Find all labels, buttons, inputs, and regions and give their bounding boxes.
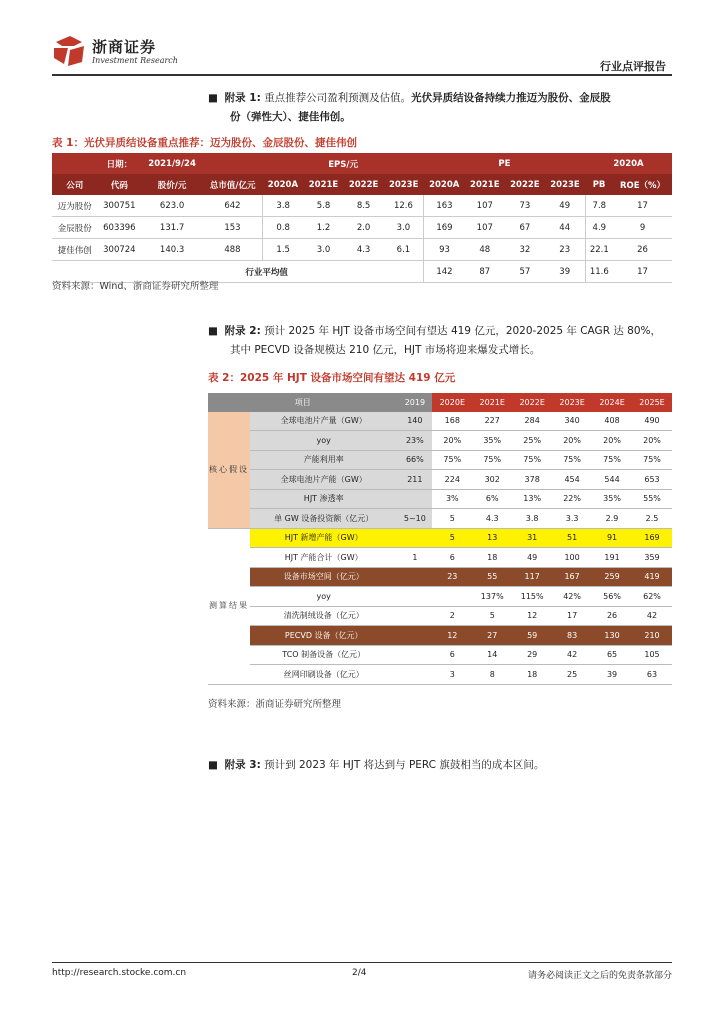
table-cell: 140 [397, 412, 432, 431]
group-2020a: 2020A [585, 153, 672, 174]
table-cell: 8 [472, 665, 512, 685]
table-cell: 454 [552, 470, 592, 490]
table-cell: 6.1 [384, 239, 424, 261]
table-row [208, 626, 672, 646]
table-2-source: 资料来源：浙商证券研究所整理 [208, 699, 342, 710]
row-label: 全球电池片产能（GW） [250, 470, 397, 490]
table-cell: 142 [424, 261, 465, 283]
table-cell: 1 [397, 548, 432, 568]
table-row [208, 450, 672, 470]
appendix-3 [208, 754, 544, 776]
table-cell: 18 [472, 548, 512, 568]
col-header: 2019 [397, 393, 432, 412]
row-label: PECVD 设备（亿元） [250, 626, 397, 646]
appendix-2-line2: 其中 PECVD 设备规模达 210 亿元，HJT 市场将迎来爆发式增长。 [230, 344, 541, 356]
table-cell: 91 [592, 528, 632, 548]
table-cell: 167 [552, 567, 592, 587]
table-row [208, 509, 672, 529]
table-row [208, 431, 672, 451]
table-cell: 12.6 [384, 195, 424, 217]
appendix-2-line1: 预计 2025 年 HJT 设备市场空间有望达 419 亿元，2020-2025 年 CAGR 达 80%， [264, 325, 662, 337]
table-cell: 408 [592, 412, 632, 431]
row-label: 全球电池片产量（GW） [250, 412, 397, 431]
group-pe: PE [424, 153, 585, 174]
table-row [208, 470, 672, 490]
table-cell: 340 [552, 412, 592, 431]
table-row [208, 548, 672, 568]
table-cell: 42% [552, 587, 592, 607]
table-cell [397, 567, 432, 587]
table-cell: 5~10 [397, 509, 432, 529]
table-cell: 284 [512, 412, 552, 431]
date-label: 日期： [98, 153, 142, 174]
table-cell: 83 [552, 626, 592, 646]
table-cell: 3.0 [384, 217, 424, 239]
footer-divider [52, 962, 672, 963]
table-1-source: 资料来源：Wind、浙商证券研究所整理 [52, 281, 219, 292]
table-cell: 419 [632, 567, 672, 587]
table-cell: 191 [592, 548, 632, 568]
table-1 [52, 153, 672, 283]
table-cell: 9 [613, 217, 672, 239]
table-cell: 75% [552, 450, 592, 470]
table-cell [397, 489, 432, 509]
table-cell [397, 606, 432, 626]
table-1-caption: 表 1：光伏异质结设备重点推荐：迈为股份、金辰股份、捷佳伟创 [52, 137, 357, 149]
table-cell: 29 [512, 645, 552, 665]
bullet-icon: ■ [208, 325, 218, 337]
col-header: 总市值/亿元 [203, 174, 262, 195]
table-cell: 18 [512, 665, 552, 685]
table-cell: 51 [552, 528, 592, 548]
table-cell: 22.1 [585, 239, 613, 261]
table-cell: 211 [397, 470, 432, 490]
table-row [208, 528, 672, 548]
table-cell: 3.0 [303, 239, 343, 261]
table-cell: 163 [424, 195, 465, 217]
table-cell: 3% [432, 489, 472, 509]
table-cell: 56% [592, 587, 632, 607]
col-header: 2023E [545, 174, 585, 195]
col-header: 2020E [432, 393, 472, 412]
table-row [208, 412, 672, 431]
table-cell: 73 [505, 195, 545, 217]
table-cell: 12 [512, 606, 552, 626]
table-2-header [208, 393, 672, 412]
table-cell: 59 [512, 626, 552, 646]
table-cell: 63 [632, 665, 672, 685]
table-cell: 2.0 [344, 217, 384, 239]
row-label: HJT 渗透率 [250, 489, 397, 509]
table-cell: 39 [545, 261, 585, 283]
table-cell: 603396 [98, 217, 142, 239]
table-cell: 65 [592, 645, 632, 665]
table-cell: 14 [472, 645, 512, 665]
table-cell: 4.3 [344, 239, 384, 261]
report-type: 行业点评报告 [600, 60, 666, 73]
col-header: 2022E [344, 174, 384, 195]
col-header: 2021E [472, 393, 512, 412]
table-cell: 100 [552, 548, 592, 568]
footer-url[interactable]: http://research.stocke.com.cn [52, 968, 187, 978]
col-header: PB [585, 174, 613, 195]
table-cell: 31 [512, 528, 552, 548]
table-cell: 75% [512, 450, 552, 470]
col-header: 2020A [424, 174, 465, 195]
table-row [208, 567, 672, 587]
table-cell: 5 [432, 528, 472, 548]
table-row [208, 665, 672, 685]
table-cell: 2.9 [592, 509, 632, 529]
logo-text-cn: 浙商证券 [92, 38, 157, 56]
table-cell: 3 [432, 665, 472, 685]
table-cell: 55 [472, 567, 512, 587]
table-cell: 3.8 [262, 195, 303, 217]
table-cell [397, 626, 432, 646]
table-cell: 13 [472, 528, 512, 548]
table-cell: 迈为股份 [52, 195, 98, 217]
table-row [52, 217, 672, 239]
table-cell: 93 [424, 239, 465, 261]
row-label: 单 GW 设备投资额（亿元） [250, 509, 397, 529]
table-cell: 4.9 [585, 217, 613, 239]
page-number: 2/4 [352, 968, 367, 978]
appendix-1-line2: 份（弹性大）、捷佳伟创。 [230, 111, 351, 123]
table-cell: 17 [552, 606, 592, 626]
table-cell: 107 [465, 195, 505, 217]
table-cell: 5 [432, 509, 472, 529]
logo-emblem-icon [52, 36, 86, 68]
row-label: yoy [250, 431, 397, 451]
table-cell: 5 [472, 606, 512, 626]
table-cell: 140.3 [141, 239, 203, 261]
table-cell [397, 645, 432, 665]
table-cell: 544 [592, 470, 632, 490]
col-header: 2022E [512, 393, 552, 412]
bullet-icon: ■ [208, 759, 218, 771]
table-cell: 22% [552, 489, 592, 509]
table-cell [397, 665, 432, 685]
table-cell: 3.3 [552, 509, 592, 529]
logo-text-en: Investment Research [92, 56, 178, 65]
table-cell: 20% [432, 431, 472, 451]
appendix-2-label: 附录 2: [224, 325, 261, 337]
table-cell: 26 [613, 239, 672, 261]
table-1-header-row-2 [52, 174, 672, 195]
table-cell: 1.2 [303, 217, 343, 239]
table-cell: 13% [512, 489, 552, 509]
table-cell: 137% [472, 587, 512, 607]
table-cell: 227 [472, 412, 512, 431]
table-cell [397, 587, 432, 607]
table-cell: 131.7 [141, 217, 203, 239]
appendix-3-text: 预计到 2023 年 HJT 将达到与 PERC 旗鼓相当的成本区间。 [264, 759, 545, 771]
table-cell: 75% [632, 450, 672, 470]
row-label: 设备市场空间（亿元） [250, 567, 397, 587]
table-cell: 75% [592, 450, 632, 470]
footer-disclaimer: 请务必阅读正文之后的免责条款部分 [527, 971, 672, 981]
table-row [208, 587, 672, 607]
table-cell: 49 [545, 195, 585, 217]
col-header: 公司 [52, 174, 98, 195]
avg-label: 行业平均值 [52, 261, 424, 283]
table-cell: 39 [592, 665, 632, 685]
table-row [52, 239, 672, 261]
table-cell: 捷佳伟创 [52, 239, 98, 261]
row-label: HJT 产能合计（GW） [250, 548, 397, 568]
table-cell: 2 [432, 606, 472, 626]
table-cell: 2.5 [632, 509, 672, 529]
table-cell: 259 [592, 567, 632, 587]
row-label: 清洗制绒设备（亿元） [250, 606, 397, 626]
col-header: ROE（%） [613, 174, 672, 195]
table-cell: 7.8 [585, 195, 613, 217]
col-header: 2020A [262, 174, 303, 195]
table-cell: 0.8 [262, 217, 303, 239]
col-header: 2021E [465, 174, 505, 195]
table-row [208, 606, 672, 626]
table-cell: 55% [632, 489, 672, 509]
table-cell: 169 [424, 217, 465, 239]
table-cell: 57 [505, 261, 545, 283]
table-cell: 27 [472, 626, 512, 646]
table-cell: 20% [552, 431, 592, 451]
table-cell: 17 [613, 261, 672, 283]
col-header: 2023E [552, 393, 592, 412]
table-cell: 169 [632, 528, 672, 548]
table-cell: 23 [545, 239, 585, 261]
table-2-caption: 表 2：2025 年 HJT 设备市场空间有望达 419 亿元 [208, 372, 456, 384]
table-cell: 488 [203, 239, 262, 261]
table-cell: 3.8 [512, 509, 552, 529]
table-cell [432, 587, 472, 607]
group-result-label: 测算结果 [208, 528, 250, 684]
table-cell: 11.6 [585, 261, 613, 283]
table-cell: 490 [632, 412, 672, 431]
table-cell: 35% [592, 489, 632, 509]
table-cell [397, 528, 432, 548]
col-header: 2025E [632, 393, 672, 412]
col-header: 代码 [98, 174, 142, 195]
company-logo [52, 34, 192, 74]
bullet-icon: ■ [208, 92, 218, 104]
table-cell: 44 [545, 217, 585, 239]
date-value: 2021/9/24 [141, 153, 203, 174]
table-cell: 20% [592, 431, 632, 451]
table-cell: 35% [472, 431, 512, 451]
table-cell: 26 [592, 606, 632, 626]
table-cell: 6% [472, 489, 512, 509]
table-cell: 25% [512, 431, 552, 451]
group-core-label: 核心假设 [208, 412, 250, 529]
table-row [208, 645, 672, 665]
table-cell: 6 [432, 645, 472, 665]
table-cell: 168 [432, 412, 472, 431]
row-label: 丝网印刷设备（亿元） [250, 665, 397, 685]
table-cell: 42 [632, 606, 672, 626]
table-cell: 49 [512, 548, 552, 568]
table-cell: 210 [632, 626, 672, 646]
table-cell: 8.5 [344, 195, 384, 217]
row-label: yoy [250, 587, 397, 607]
table-cell: 302 [472, 470, 512, 490]
table-cell: 67 [505, 217, 545, 239]
table-cell: 359 [632, 548, 672, 568]
appendix-1-text: 重点推荐公司盈利预测及估值。 [264, 92, 412, 104]
table-cell: 23% [397, 431, 432, 451]
table-1-header-row-1 [52, 153, 672, 174]
table-cell: 4.3 [472, 509, 512, 529]
table-cell: 300724 [98, 239, 142, 261]
table-cell: 17 [613, 195, 672, 217]
row-label: HJT 新增产能（GW） [250, 528, 397, 548]
row-label: TCO 制备设备（亿元） [250, 645, 397, 665]
col-header: 2024E [592, 393, 632, 412]
table-cell: 117 [512, 567, 552, 587]
table-cell: 25 [552, 665, 592, 685]
col-header: 2021E [303, 174, 343, 195]
col-header: 股价/元 [141, 174, 203, 195]
table-2 [208, 393, 672, 685]
table-row [52, 195, 672, 217]
table-cell: 107 [465, 217, 505, 239]
appendix-3-label: 附录 3: [224, 759, 261, 771]
table-cell: 1.5 [262, 239, 303, 261]
table-cell: 66% [397, 450, 432, 470]
appendix-1-bold-text: 光伏异质结设备持续力推迈为股份、金辰股 [411, 92, 611, 104]
table-cell: 金辰股份 [52, 217, 98, 239]
table-cell: 32 [505, 239, 545, 261]
table-cell: 87 [465, 261, 505, 283]
table-cell: 642 [203, 195, 262, 217]
table-cell: 23 [432, 567, 472, 587]
row-label: 产能利用率 [250, 450, 397, 470]
table-cell: 105 [632, 645, 672, 665]
table-cell: 20% [632, 431, 672, 451]
col-header: 项目 [208, 393, 397, 412]
table-cell: 224 [432, 470, 472, 490]
table-cell: 115% [512, 587, 552, 607]
table-cell: 623.0 [141, 195, 203, 217]
appendix-1-label: 附录 1: [224, 92, 261, 104]
table-cell: 130 [592, 626, 632, 646]
table-cell: 12 [432, 626, 472, 646]
col-header: 2023E [384, 174, 424, 195]
group-eps: EPS/元 [262, 153, 423, 174]
col-header: 2022E [505, 174, 545, 195]
table-cell: 653 [632, 470, 672, 490]
header-divider [52, 74, 672, 76]
table-cell: 5.8 [303, 195, 343, 217]
table-cell: 42 [552, 645, 592, 665]
table-cell: 153 [203, 217, 262, 239]
table-cell: 48 [465, 239, 505, 261]
table-cell: 62% [632, 587, 672, 607]
table-cell: 6 [432, 548, 472, 568]
table-cell: 378 [512, 470, 552, 490]
table-cell: 75% [472, 450, 512, 470]
table-row [208, 489, 672, 509]
table-cell: 300751 [98, 195, 142, 217]
table-cell: 75% [432, 450, 472, 470]
